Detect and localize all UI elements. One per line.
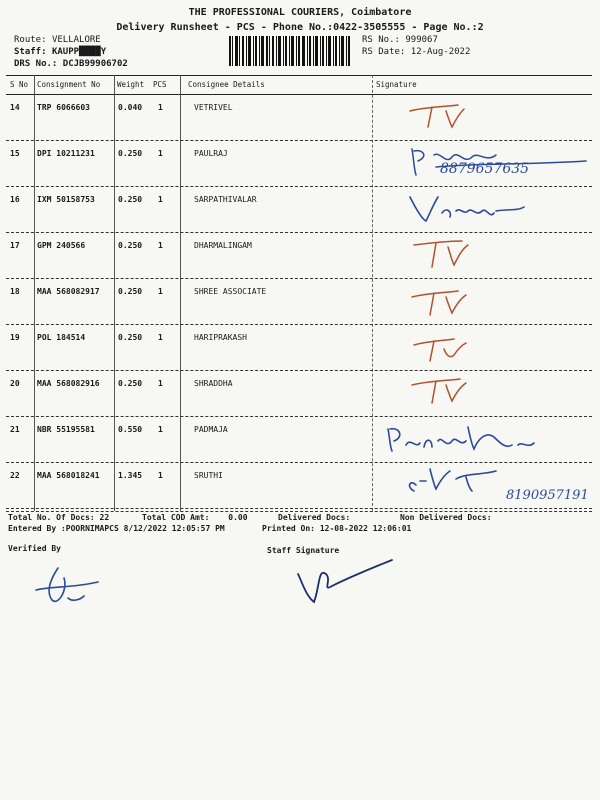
barcode [229, 36, 351, 66]
row-consignment-no: MAA 568082916 [37, 379, 100, 388]
row-sno: 21 [10, 425, 20, 434]
handwritten-signature [406, 97, 600, 143]
table-row [6, 371, 592, 417]
drs-value: DCJB99906702 [62, 59, 128, 69]
row-consignment-no: GPM 240566 [37, 241, 86, 250]
verified-by-label: Verified By [8, 544, 61, 553]
cod-line [142, 513, 248, 522]
row-pcs: 1 [158, 425, 163, 434]
route-label: Route: [14, 35, 47, 45]
row-sno: 19 [10, 333, 20, 342]
table-row [6, 417, 592, 463]
printed-on-line [262, 524, 411, 533]
rs-date-label: RS Date: [362, 47, 406, 57]
cod-value: 0.00 [228, 513, 248, 522]
row-consignee: VETRIVEL [194, 103, 233, 112]
row-sno: 22 [10, 471, 20, 480]
row-consignment-no: DPI 10211231 [37, 149, 95, 158]
entered-by-value: POORNIMAPCS 8/12/2022 12:05:57 PM [65, 524, 225, 533]
handwritten-signature [406, 235, 600, 281]
col-consignee: Consignee Details [188, 80, 265, 89]
row-divider [6, 508, 592, 509]
entered-by-label: Entered By : [8, 524, 66, 533]
printed-on-label: Printed On: [262, 524, 315, 533]
table-row [6, 463, 592, 509]
rs-no-label: RS No.: [362, 35, 400, 45]
handwritten-signature [406, 189, 600, 235]
handwritten-signature [406, 373, 600, 419]
row-weight: 0.250 [118, 379, 143, 388]
row-pcs: 1 [158, 149, 163, 158]
table-bottom-rule [6, 511, 592, 512]
company-title: THE PROFESSIONAL COURIERS, Coimbatore [188, 7, 412, 18]
rs-no-value: 999067 [405, 35, 438, 45]
row-weight: 0.250 [118, 241, 143, 250]
row-pcs: 1 [158, 379, 163, 388]
row-pcs: 1 [158, 287, 163, 296]
handwritten-signature [386, 459, 586, 505]
row-consignment-no: IXM 50158753 [37, 195, 95, 204]
row-sno: 15 [10, 149, 20, 158]
row-consignment-no: POL 184514 [37, 333, 86, 342]
row-consignee: SRUTHI [194, 471, 223, 480]
row-pcs: 1 [158, 471, 163, 480]
rs-no-line [362, 35, 438, 45]
verifier-signature [28, 560, 108, 610]
row-consignee: SHRADDHA [194, 379, 233, 388]
row-sno: 18 [10, 287, 20, 296]
row-pcs: 1 [158, 195, 163, 204]
rs-date-line [362, 47, 470, 57]
delivered-docs-label: Delivered Docs: [278, 513, 351, 522]
row-consignment-no: TRP 6066603 [37, 103, 90, 112]
entered-by-line [8, 524, 225, 533]
handwritten-signature [406, 281, 600, 327]
svg-text:8879657635: 8879657635 [440, 161, 530, 177]
row-weight: 0.040 [118, 103, 143, 112]
handwritten-signature [406, 143, 600, 189]
table-header [6, 75, 592, 95]
total-docs-label: Total No. Of Docs: [8, 513, 95, 522]
non-delivered-docs-label: Non Delivered Docs: [400, 513, 492, 522]
staff-label: Staff: [14, 47, 47, 57]
rs-date-value: 12-Aug-2022 [410, 47, 471, 57]
row-pcs: 1 [158, 103, 163, 112]
runsheet-subtitle: Delivery Runsheet - PCS - Phone No.:0422-3505555 - Page No.:2 [116, 22, 484, 33]
drs-label: DRS No.: [14, 59, 58, 69]
route-line [14, 35, 101, 45]
row-consignee: SHREE ASSOCIATE [194, 287, 267, 296]
col-pcs: PCS [153, 80, 167, 89]
staff-value: KAUPP████Y [51, 47, 107, 57]
printed-on-value: 12-08-2022 12:06:01 [319, 524, 412, 533]
row-sno: 16 [10, 195, 20, 204]
table-row [6, 95, 592, 141]
row-weight: 0.550 [118, 425, 143, 434]
row-pcs: 1 [158, 333, 163, 342]
staff-line [14, 47, 106, 57]
col-weight: Weight [117, 80, 145, 89]
table-row [6, 325, 592, 371]
totals-line [8, 513, 109, 522]
col-signature: Signature [376, 80, 417, 89]
row-consignee: DHARMALINGAM [194, 241, 252, 250]
row-sno: 14 [10, 103, 20, 112]
row-consignee: PADMAJA [194, 425, 228, 434]
total-docs-value: 22 [99, 513, 110, 522]
row-weight: 0.250 [118, 333, 143, 342]
row-sno: 17 [10, 241, 20, 250]
cod-label: Total COD Amt: [142, 513, 210, 522]
col-sno: S No [10, 80, 29, 89]
table-row [6, 141, 592, 187]
row-consignee: SARPATHIVALAR [194, 195, 257, 204]
row-weight: 0.250 [118, 287, 143, 296]
row-weight: 0.250 [118, 149, 143, 158]
staff-signature-mark [292, 556, 402, 611]
row-weight: 1.345 [118, 471, 143, 480]
row-consignment-no: NBR 55195581 [37, 425, 95, 434]
row-sno: 20 [10, 379, 20, 388]
row-consignment-no: MAA 568082917 [37, 287, 100, 296]
handwritten-signature [406, 327, 600, 373]
table-row [6, 279, 592, 325]
col-consignment: Consignment No [37, 80, 101, 89]
row-weight: 0.250 [118, 195, 143, 204]
row-consignment-no: MAA 568018241 [37, 471, 100, 480]
row-consignee: PAULRAJ [194, 149, 228, 158]
row-pcs: 1 [158, 241, 163, 250]
drs-line [14, 59, 128, 69]
row-consignee: HARIPRAKASH [194, 333, 247, 342]
table-row [6, 187, 592, 233]
staff-signature-label: Staff Signature [267, 546, 340, 555]
route-value: VELLALORE [51, 35, 101, 45]
table-row [6, 233, 592, 279]
svg-text:8190957191: 8190957191 [506, 488, 586, 503]
